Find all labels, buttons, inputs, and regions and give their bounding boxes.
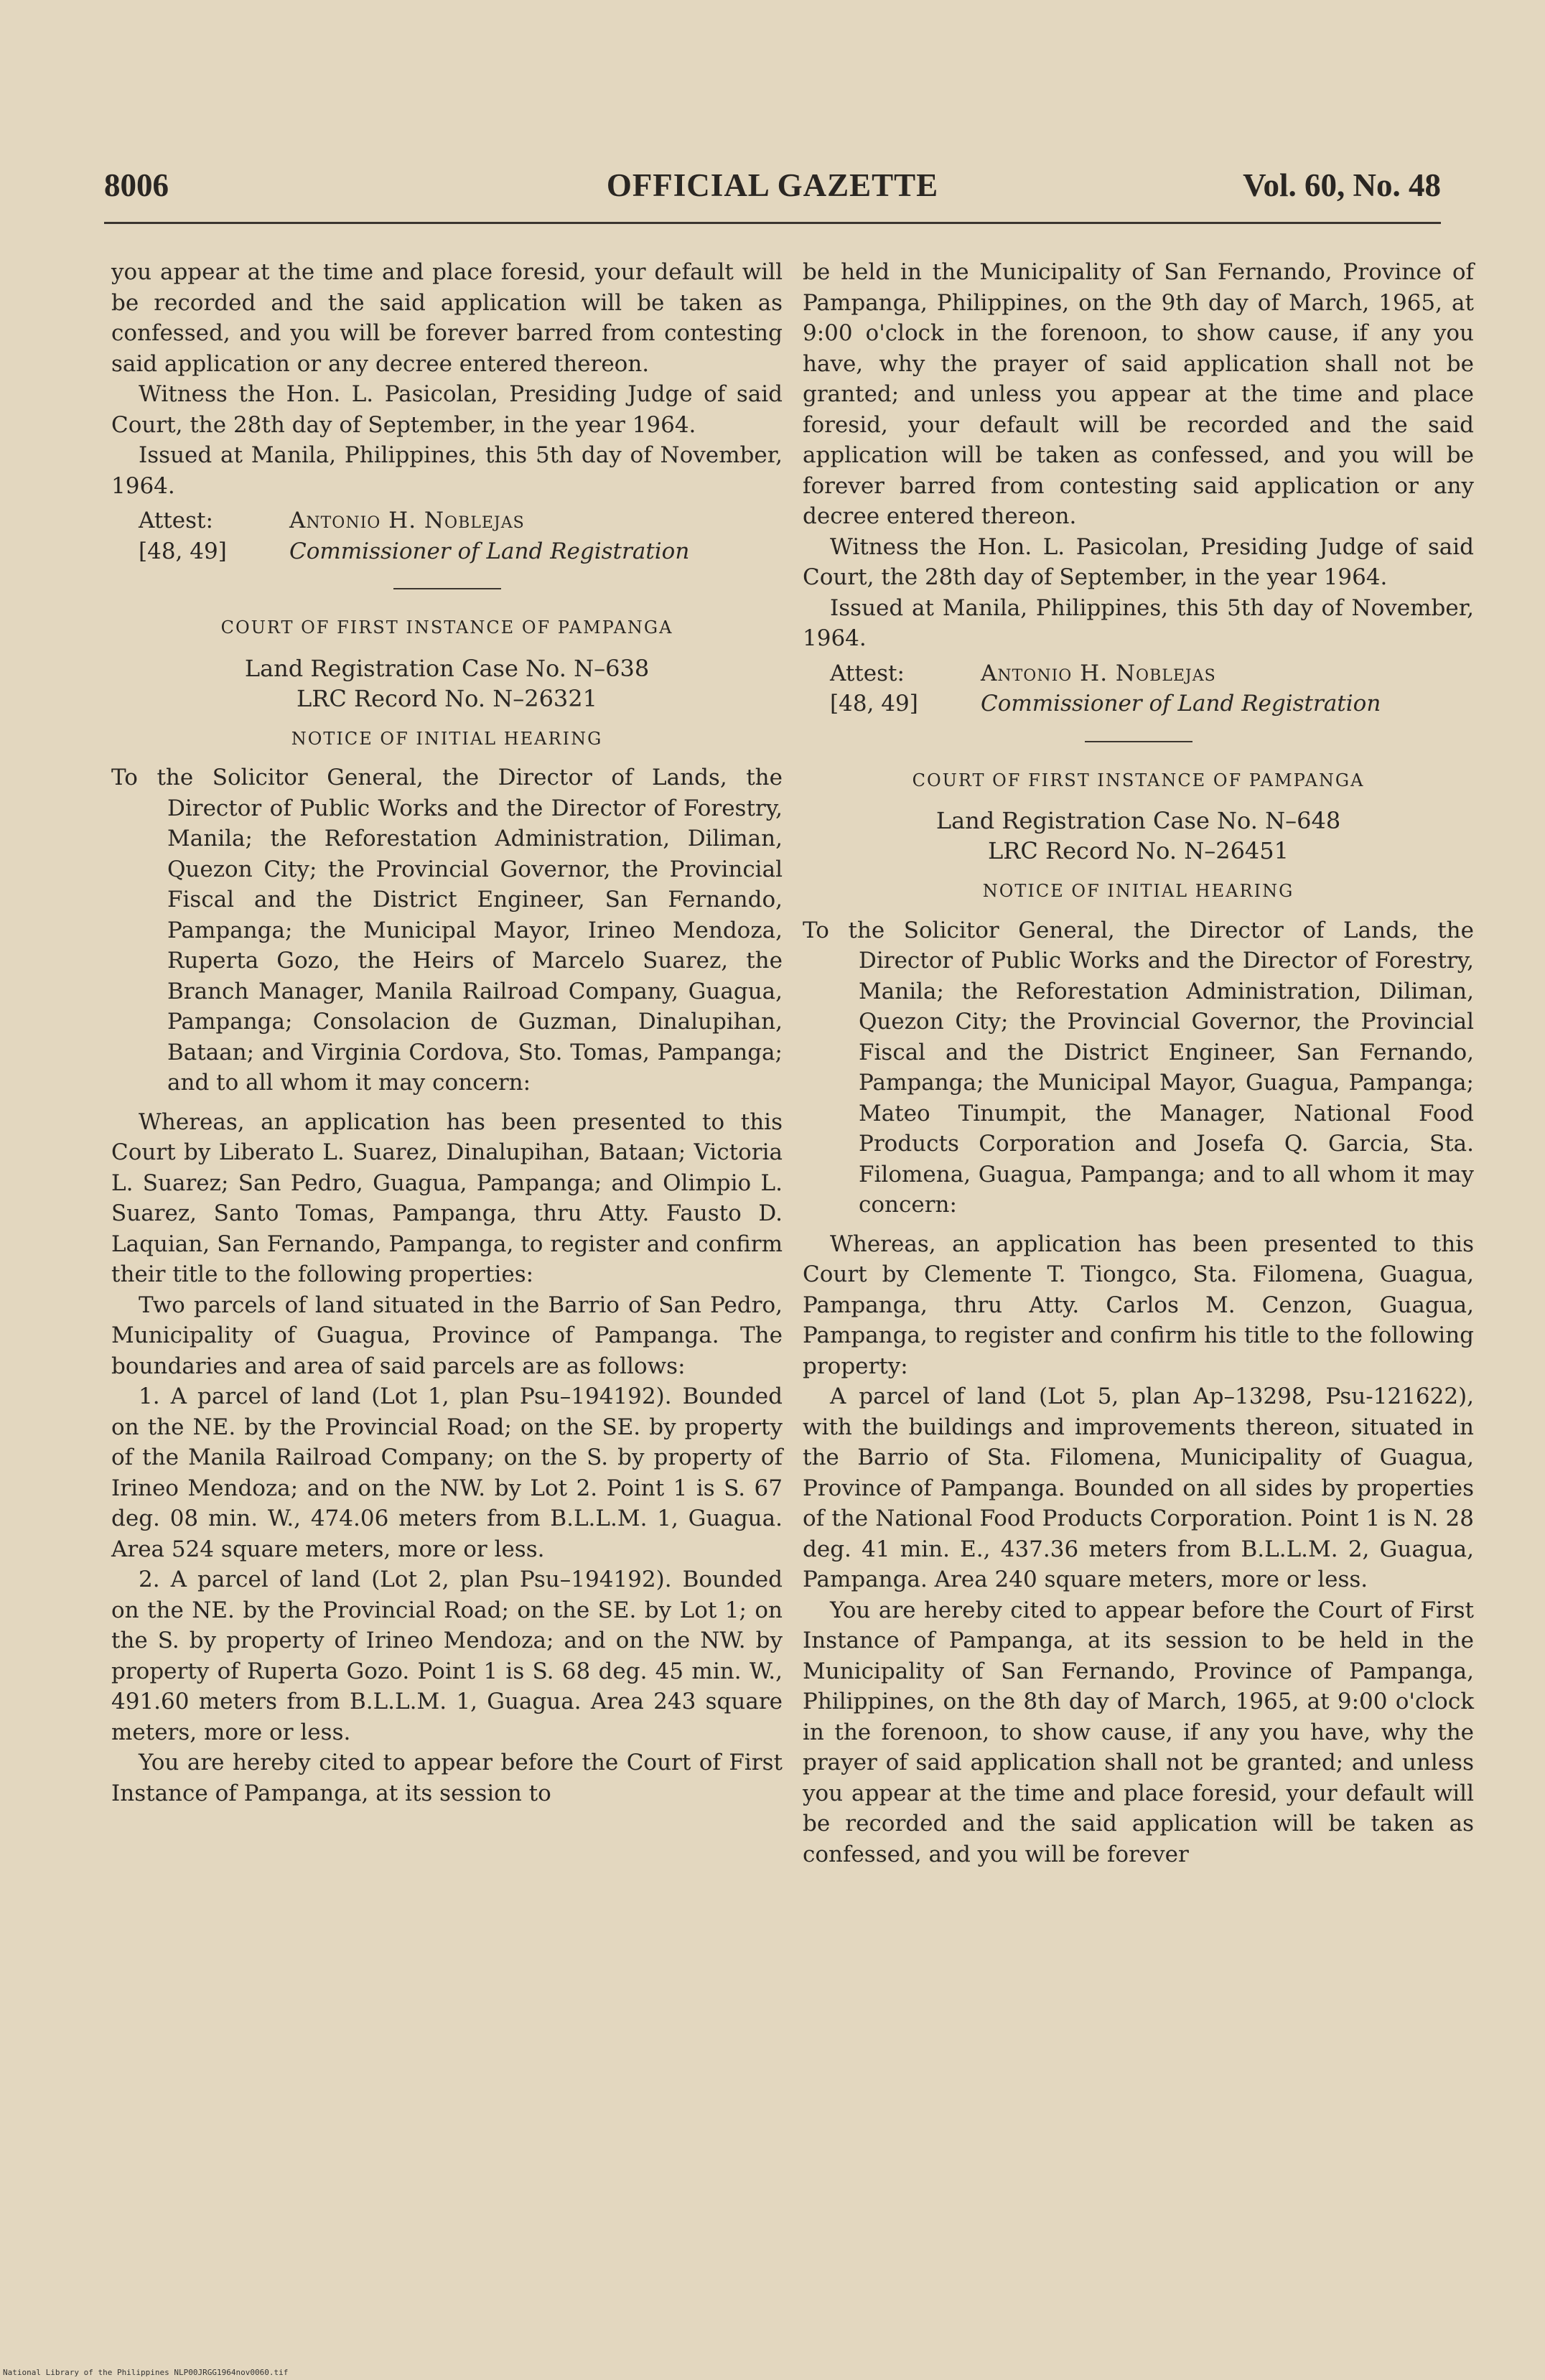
paragraph: You are hereby cited to appear before the Court of First Instance of Pampanga, at its session to be held in the Municipality of San Fernando, Province of Pampanga, Philippines, on the 8th day of March, 1965, at 9:00 o'clock in the forenoon, to show cause, if any you have, why the prayer of said application shall not be granted; and unless you appear at the time and place foresid, your default will be recorded and the said application will be taken as confessed, and you will be forever xyxy=(803,1597,1474,1867)
attest-role: Commissioner of Land Registration xyxy=(981,691,1381,717)
publication-title: OFFICIAL GAZETTE xyxy=(606,167,939,203)
scan-footer: National Library of the Philippines NLP00JRGG1964nov0060.tif xyxy=(3,2368,289,2377)
addressee-list: To the Solicitor General, the Director of Lands, the Director of Public Works and the Director of Forestry, Manila; the Reforestation Administration, Diliman, Quezon City; the Provincial Governor, the Provincial Fiscal and the District Engineer, San Fernando, Pampanga; the Municipal Mayor, Irineo Mendoza, Ruperta Gozo, the Heirs of Marcelo Suarez, the Branch Manager, Manila Railroad Company, Guagua, Pampanga; Consolacion de Guzman, Dinalupihan, Bataan; and Virginia Cordova, Sto. Tomas, Pampanga; and to all whom it may concern: xyxy=(111,765,783,1096)
record-number: LRC Record No. N–26451 xyxy=(987,837,1289,864)
attestation xyxy=(139,505,783,566)
attest-ref: [48, 49] xyxy=(139,538,227,564)
attest-role: Commissioner of Land Registration xyxy=(289,538,690,564)
right-column xyxy=(803,257,1474,1870)
paragraph: you appear at the time and place foresid, your default will be recorded and the said application will be taken as confessed, and you will be forever barred from contesting said application or any decree entered thereon. xyxy=(111,259,783,377)
addressee-list: To the Solicitor General, the Director of Lands, the Director of Public Works and the Director of Forestry, Manila; the Reforestation Administration, Diliman, Quezon City; the Provincial Governor, the Provincial Fiscal and the District Engineer, San Fernando, Pampanga; the Municipal Mayor, Guagua, Pampanga; Mateo Tinumpit, the Manager, National Food Products Corporation and Josefa Q. Garcia, Sta. Filomena, Guagua, Pampanga; and to all whom it may concern: xyxy=(803,917,1474,1218)
paragraph: Witness the Hon. L. Pasicolan, Presiding Judge of said Court, the 28th day of September, in the year 1964. xyxy=(111,381,783,438)
section-divider xyxy=(1085,741,1192,742)
court-heading: COURT OF FIRST INSTANCE OF PAMPANGA xyxy=(220,617,673,638)
attestation xyxy=(830,658,1474,719)
paragraph: be held in the Municipality of San Fernando, Province of Pampanga, Philippines, on the 9th day of March, 1965, at 9:00 o'clock in the forenoon, to show cause, if any you have, why the prayer of said application shall not be granted; and unless you appear at the time and place foresid, your default will be recorded and the said application will be taken as confessed, and you will be forever barred from contesting said application or any decree entered thereon. xyxy=(803,259,1474,529)
paragraph: Whereas, an application has been presented to this Court by Clemente T. Tiongco, Sta. Filomena, Guagua, Pampanga, thru Atty. Carlos M. Cenzon, Guagua, Pampanga, to register and confirm his title to the following property: xyxy=(803,1231,1474,1379)
paragraph: Issued at Manila, Philippines, this 5th day of November, 1964. xyxy=(111,442,783,499)
attest-ref: [48, 49] xyxy=(830,691,918,717)
paragraph: 1. A parcel of land (Lot 1, plan Psu–194192). Bounded on the NE. by the Provincial Road; on the SE. by property of the Manila Railroad Company; on the S. by property of Irineo Mendoza; and on the NW. by Lot 2. Point 1 is S. 67 deg. 08 min. W., 474.06 meters from B.L.L.M. 1, Guagua. Area 524 square meters, more or less. xyxy=(111,1383,783,1562)
volume-number: Vol. 60, No. 48 xyxy=(1243,167,1441,203)
paragraph: 2. A parcel of land (Lot 2, plan Psu–194192). Bounded on the NE. by the Provincial Road; on the SE. by Lot 1; on the S. by property of Irineo Mendoza; and on the NW. by property of Ruperta Gozo. Point 1 is S. 68 deg. 45 min. W., 491.60 meters from B.L.L.M. 1, Guagua. Area 243 square meters, more or less. xyxy=(111,1567,783,1745)
case-number: Land Registration Case No. N–638 xyxy=(244,654,650,682)
paragraph: You are hereby cited to appear before the Court of First Instance of Pampanga, at its session to xyxy=(111,1750,783,1806)
attest-label: Attest: xyxy=(830,660,905,686)
paragraph: Whereas, an application has been presented to this Court by Liberato L. Suarez, Dinalupihan, Bataan; Victoria L. Suarez; San Pedro, Guagua, Pampanga; and Olimpio L. Suarez, Santo Tomas, Pampanga, thru Atty. Fausto D. Laquian, San Fernando, Pampanga, to register and confirm their title to the following properties: xyxy=(111,1109,783,1287)
record-number: LRC Record No. N–26321 xyxy=(296,684,597,712)
left-column xyxy=(111,257,783,1809)
page-header xyxy=(104,167,1441,213)
paragraph: Witness the Hon. L. Pasicolan, Presiding Judge of said Court, the 28th day of September, in the year 1964. xyxy=(803,533,1474,590)
court-heading: COURT OF FIRST INSTANCE OF PAMPANGA xyxy=(912,770,1365,790)
case-number: Land Registration Case No. N–648 xyxy=(935,807,1341,834)
notice-heading: NOTICE OF INITIAL HEARING xyxy=(982,881,1294,901)
paragraph: Two parcels of land situated in the Barrio of San Pedro, Municipality of Guagua, Province of Pampanga. The boundaries and area of said parcels are as follows: xyxy=(111,1292,783,1379)
notice-heading: NOTICE OF INITIAL HEARING xyxy=(291,728,603,749)
section-divider xyxy=(393,588,501,589)
attest-name: Antonio H. Noblejas xyxy=(981,660,1216,686)
attest-name: Antonio H. Noblejas xyxy=(289,508,525,533)
paragraph: Issued at Manila, Philippines, this 5th day of November, 1964. xyxy=(803,594,1474,651)
page-number: 8006 xyxy=(104,167,169,203)
header-rule xyxy=(104,222,1441,224)
attest-label: Attest: xyxy=(139,508,213,533)
paragraph: A parcel of land (Lot 5, plan Ap–13298, Psu-121622), with the buildings and improvements thereon, situated in the Barrio of Sta. Filomena, Municipality of Guagua, Province of Pampanga. Bounded on all sides by properties of the National Food Products Corporation. Point 1 is N. 28 deg. 41 min. E., 437.36 meters from B.L.L.M. 2, Guagua, Pampanga. Area 240 square meters, more or less. xyxy=(803,1383,1474,1592)
